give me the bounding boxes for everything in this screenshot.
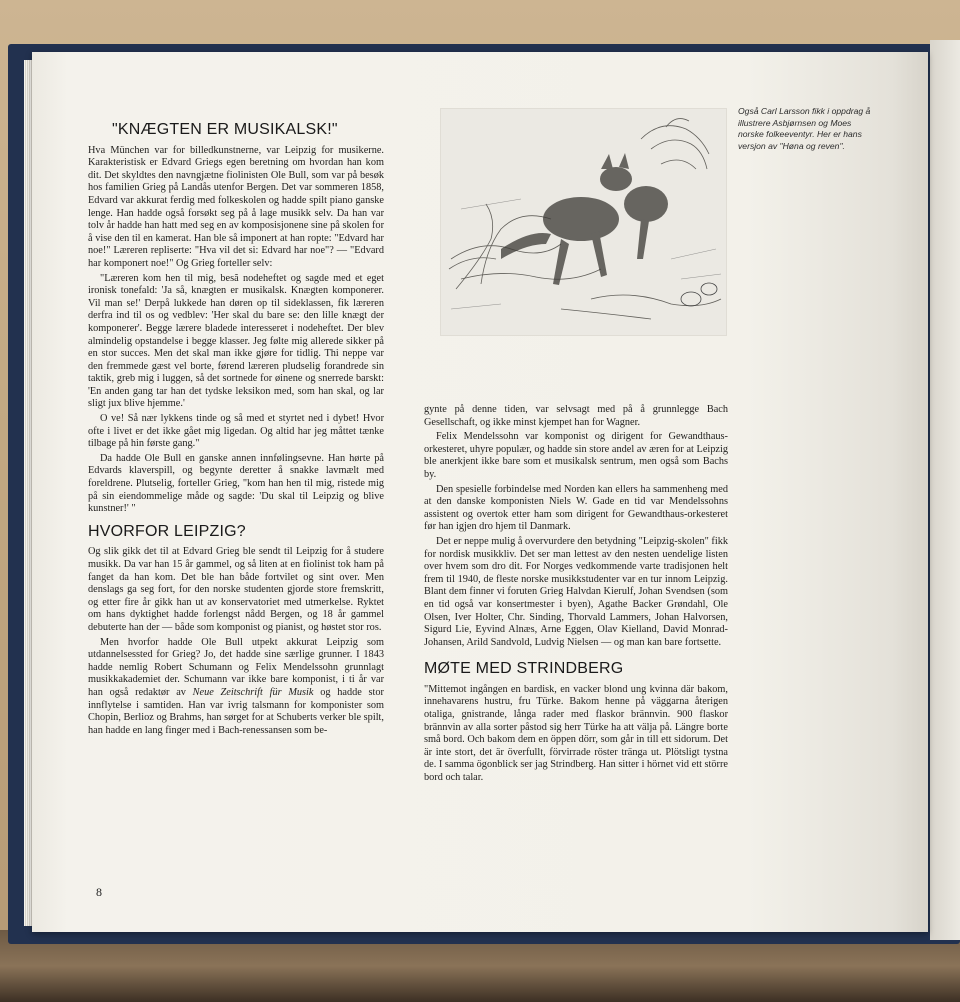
illustration-fox-and-hen [440, 108, 727, 336]
paragraph: Og slik gikk det til at Edvard Grieg ble sendt til Leipzig for å studere musikk. Da var han 15 år gammel, og så liten at en fiolinist tok ham på fanget da han kom. Det ble han både fortvilet og sint over. Men denslags ga seg fort, for den norske studenten gjorde store fremskritt, og etter fire år gikk han ut av konservatoriet med utmerkelse. Ryktet om hans dyktighet hadde forlengst nådd Bergen, og 18 år gammel debuterte han der — både som komponist og pianist, og høstet stor ros. [88, 546, 384, 633]
paragraph: gynte på denne tiden, var selvsagt med på å grunnlegge Bach Gesellschaft, og ikke minst kjempet han for Wagner. [424, 404, 728, 428]
paragraph: "Mittemot ingången en bardisk, en vacker blond ung kvinna där bakom, innehavarens hustru, fru Türke. Bakom henne på väggarna återigen otaliga, gnistrande, långa rader med flaskor brännvin. 900 flaskor brännvin av alla sorter påstod sig herr Türke ha att välja på. Längre borte små bord. Och bakom dem en öppen dörr, som går in till ett sidorum. Det är inte stort, det är överfullt, förvirrade röster tränga ut. Plötsligt tystna de. I samma ögonblick ser jag Strindberg. Han sitter i hörnet vid ett större bord och talar. [424, 683, 728, 784]
quote-paragraph: "Læreren kom hen til mig, besã nodeheftet og sagde med et eget ironisk tonefald: 'Ja så, knægten er musikalsk. Knægten komponerer. Vil man se!' Derpå lukkede han døren op til sideklassen, fik læreren derfra ind til os og vedblev: 'Her skal du bare se: den lille knægt der komponerer'. Begge lærere bladede interesseret i nodeheftet. Der blev almindelig opstandelse i begge klasser. Jeg følte mig allerede sikker på en stor succes. Men det skal man ikke gjøre for tidlig. Thi neppe var den fremmede gæst vel borte, førend læreren pludselig forandrede sin taktik, greb mig i luggen, så det sortnede for øinene og snerrede barskt: 'En anden gang tar han det tydske leksikon med, som han skal, og lar sligt jux blive hjemme.' [88, 272, 384, 410]
next-page-edge [930, 40, 960, 940]
heading-mote-med-strindberg: MØTE MED STRINDBERG [424, 660, 624, 678]
paragraph: Det er neppe mulig å overvurdere den betydning "Leipzig-skolen" fikk for nordisk musikkliv. Det ser man lettest av den nesten uendelige listen over hvem som dro dit. For Norges vedkommende varte tradisjonen helt frem til 1940, de fleste norske musikkstudenter var en tur innom Leipzig. Blant dem finner vi foruten Grieg Halvdan Kierulf, Johan Svendsen (som en tid også var konsertmester i byen), Agathe Backer Grøndahl, Ole Olsen, Iver Holter, Chr. Sinding, Thorvald Lammers, Johan Halvorsen, Sigurd Lie, Eyvind Alnæs, Arne Eggen, Olav Kielland, David Monrad-Johansen, Arild Sandvold, Ludvig Nielsen — og man kan bare fortsette. [424, 535, 728, 648]
page-number: 8 [96, 885, 102, 899]
heading-knaegten: "KNÆGTEN ER MUSIKALSK!" [112, 121, 338, 138]
paragraph: Felix Mendelssohn var komponist og dirigent for Gewandthaus-orkesteret, uhyre populær, og hadde sin store andel av æren for at Leipzig ble anerkjent ikke bare som et musikalsk sentrum, men også som Bachs by. [424, 431, 728, 480]
paragraph: Da hadde Ole Bull en ganske annen innfølingsevne. Han hørte på Edvards klaverspill, og begynte deretter å snakke lavmælt med foreldrene. Plutselig, forteller Grieg, "kom han hen til mig, ristede mig på sin eiendommelige måde og sagde: 'Du skal til Leipzig og blive kunstner!' " [88, 452, 384, 515]
heading-hvorfor-leipzig: HVORFOR LEIPZIG? [88, 522, 246, 540]
paragraph [88, 637, 384, 738]
fox-hen-etching-icon [441, 109, 726, 335]
right-column [424, 404, 728, 787]
paragraph-text: og hadde stor innflytelse i samtiden. Han var ivrig talsmann for komponister som Chopin, Berlioz og Brahms, han sørget for at Schuberts verker ble spilt, han hadde en lang finger med i Bach-renessansen som be- [88, 686, 384, 736]
paragraph: Den spesielle forbindelse med Norden kan ellers ha sammenheng med at den danske komponisten Niels W. Gade en tid var Mendelssohns assistent og overtok etter ham som dirigent for Gewandthaus-orkesteret før han igjen dro hjem til Danmark. [424, 483, 728, 533]
paragraph-text: Men hvorfor hadde Ole Bull utpekt akkurat Leipzig som utdannelsessted for Grieg? Jo, det hadde sine særlige grunner. I 1843 hadde nemlig Robert Schumann og Felix Mendelssohn grunnlagt musikkakademiet der. Schumann var ikke bare komponist, i ti år var han også redaktør av [88, 636, 384, 698]
quote-paragraph: O ve! Så nær lykkens tinde og så med et styrtet ned i dybet! Hvor ofte i livet er det ikke gået mig ligedan. Og altid har jeg måttet tænke tilbage på hin første gang." [88, 413, 384, 450]
paragraph: Hva München var for billedkunstnerne, var Leipzig for musikerne. Karakteristisk er Edvard Griegs egen beretning om hvordan han kom dit. Det skyldtes den navngjætne fiolinisten Ole Bull, som var på besøk hos familien Grieg på Landås utenfor Bergen. Det var sommeren 1858, Edvard var akkurat ferdig med folkeskolen og hadde spilt piano ganske lenge. Han hadde også forsøkt seg på å lage musikk selv. Da han var tolv år hadde han hatt med seg en av komposisjonene sine på skolen for å vise den til en kamerat. Han ble så imponert at han ropte: "Edvard har noe!" Læreren repliserte: "Hva vil det si: Edvard har noe"? — "Edvard har komponert noe!" Og Grieg forteller selv: [88, 144, 384, 269]
journal-title: Neue Zeitschrift für Musik [192, 686, 314, 698]
left-column [88, 121, 384, 739]
figure-caption: Også Carl Larsson fikk i oppdrag å illustrere Asbjørnsen og Moes norske folkeeventyr. Her er hans versjon av "Høna og reven". [738, 106, 871, 151]
